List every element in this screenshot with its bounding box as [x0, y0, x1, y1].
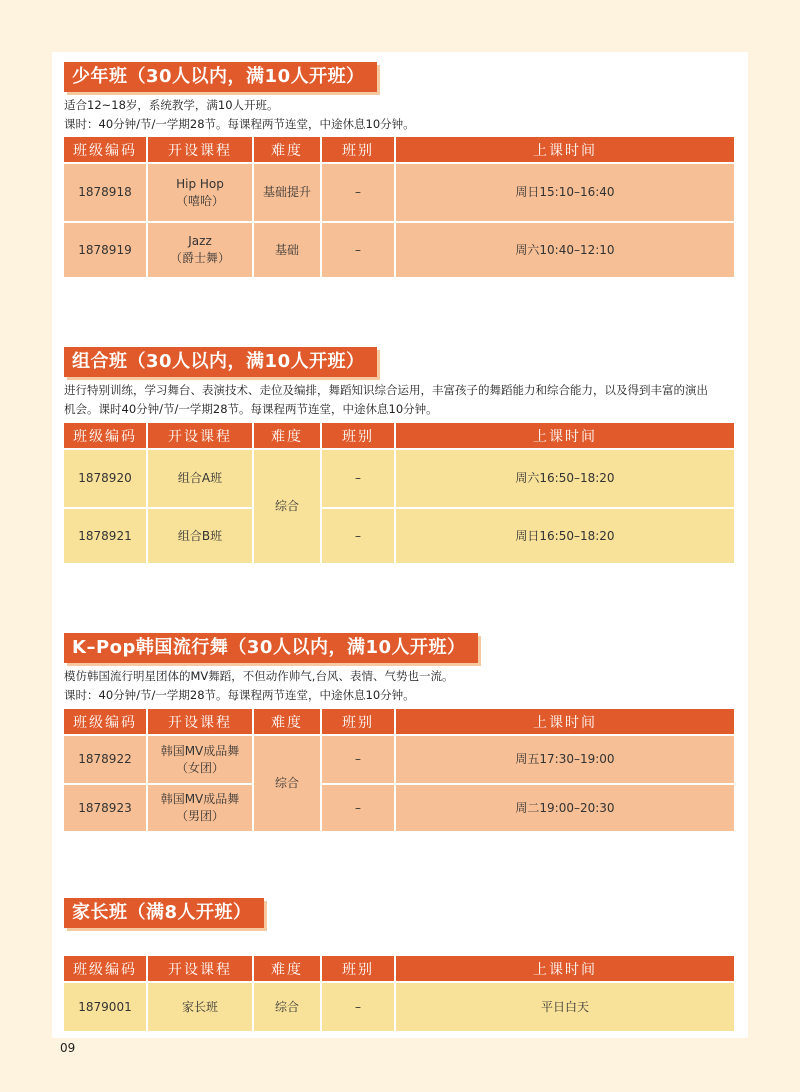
class-time: 周六10:40–12:10 [396, 223, 734, 277]
difficulty: 基础提升 [254, 164, 320, 221]
header-time: 上课时间 [396, 709, 734, 734]
class-code: 1878922 [64, 736, 146, 783]
table-row [64, 736, 734, 783]
section-group [64, 347, 738, 419]
header-course: 开设课程 [148, 137, 252, 162]
table-row [64, 223, 734, 277]
table-row [64, 983, 734, 1031]
class-type: – [322, 983, 394, 1031]
course-name: 家长班 [148, 983, 252, 1031]
header-time: 上课时间 [396, 956, 734, 981]
header-type: 班别 [322, 956, 394, 981]
class-time: 周日15:10–16:40 [396, 164, 734, 221]
course-name: 组合A班 [148, 450, 252, 507]
section-description: 进行特别训练，学习舞台、表演技术、走位及编排，舞蹈知识综合运用，丰富孩子的舞蹈能力和综合能力，以及得到丰富的演出 机会。课时40分钟/节/一学期28节。每课程两节连堂，中途休息10分钟。 [64, 383, 708, 416]
table-header-row [64, 709, 734, 734]
header-time: 上课时间 [396, 137, 734, 162]
class-time: 周二19:00–20:30 [396, 785, 734, 831]
header-type: 班别 [322, 137, 394, 162]
header-level: 难度 [254, 709, 320, 734]
header-code: 班级编码 [64, 956, 146, 981]
course-name: 韩国MV成品舞 （男团） [148, 785, 252, 831]
section-parents [64, 898, 738, 928]
section-title: 组合班（30人以内，满10人开班） [64, 347, 377, 377]
header-level: 难度 [254, 423, 320, 448]
table-row [64, 164, 734, 221]
table-header-row [64, 137, 734, 162]
difficulty: 综合 [254, 450, 320, 563]
class-time: 周日16:50–18:20 [396, 509, 734, 563]
class-time: 平日白天 [396, 983, 734, 1031]
header-time: 上课时间 [396, 423, 734, 448]
class-code: 1879001 [64, 983, 146, 1031]
class-time: 周五17:30–19:00 [396, 736, 734, 783]
class-type: – [322, 736, 394, 783]
section-kpop [64, 633, 738, 705]
table-header-row [64, 956, 734, 981]
section-youth [64, 62, 738, 134]
header-code: 班级编码 [64, 709, 146, 734]
header-type: 班别 [322, 423, 394, 448]
difficulty: 综合 [254, 736, 320, 831]
header-course: 开设课程 [148, 423, 252, 448]
course-name: 韩国MV成品舞 （女团） [148, 736, 252, 783]
difficulty: 基础 [254, 223, 320, 277]
course-name: 组合B班 [148, 509, 252, 563]
section-title: K–Pop韩国流行舞（30人以内，满10人开班） [64, 633, 478, 663]
class-code: 1878923 [64, 785, 146, 831]
schedule-table-youth [62, 135, 736, 279]
class-code: 1878921 [64, 509, 146, 563]
schedule-table-kpop [62, 707, 736, 833]
class-type: – [322, 509, 394, 563]
class-type: – [322, 164, 394, 221]
class-time: 周六16:50–18:20 [396, 450, 734, 507]
schedule-table-group [62, 421, 736, 565]
class-code: 1878919 [64, 223, 146, 277]
table-row [64, 509, 734, 563]
difficulty: 综合 [254, 983, 320, 1031]
table-row [64, 450, 734, 507]
class-type: – [322, 785, 394, 831]
table-row [64, 785, 734, 831]
class-type: – [322, 223, 394, 277]
section-description: 适合12~18岁，系统教学，满10人开班。 课时：40分钟/节/一学期28节。每课程两节连堂，中途休息10分钟。 [64, 98, 415, 131]
section-description: 模仿韩国流行明星团体的MV舞蹈，不但动作帅气,台风、表情、气势也一流。 课时：40分钟/节/一学期28节。每课程两节连堂，中途休息10分钟。 [64, 669, 454, 702]
section-title: 少年班（30人以内，满10人开班） [64, 62, 377, 92]
header-level: 难度 [254, 956, 320, 981]
class-code: 1878918 [64, 164, 146, 221]
course-name: Jazz （爵士舞） [148, 223, 252, 277]
schedule-table-parents [62, 954, 736, 1033]
header-course: 开设课程 [148, 709, 252, 734]
header-type: 班别 [322, 709, 394, 734]
header-code: 班级编码 [64, 423, 146, 448]
header-code: 班级编码 [64, 137, 146, 162]
header-level: 难度 [254, 137, 320, 162]
header-course: 开设课程 [148, 956, 252, 981]
class-code: 1878920 [64, 450, 146, 507]
page-number: 09 [60, 1041, 76, 1055]
class-type: – [322, 450, 394, 507]
section-title: 家长班（满8人开班） [64, 898, 264, 928]
table-header-row [64, 423, 734, 448]
course-name: Hip Hop （嘻哈） [148, 164, 252, 221]
